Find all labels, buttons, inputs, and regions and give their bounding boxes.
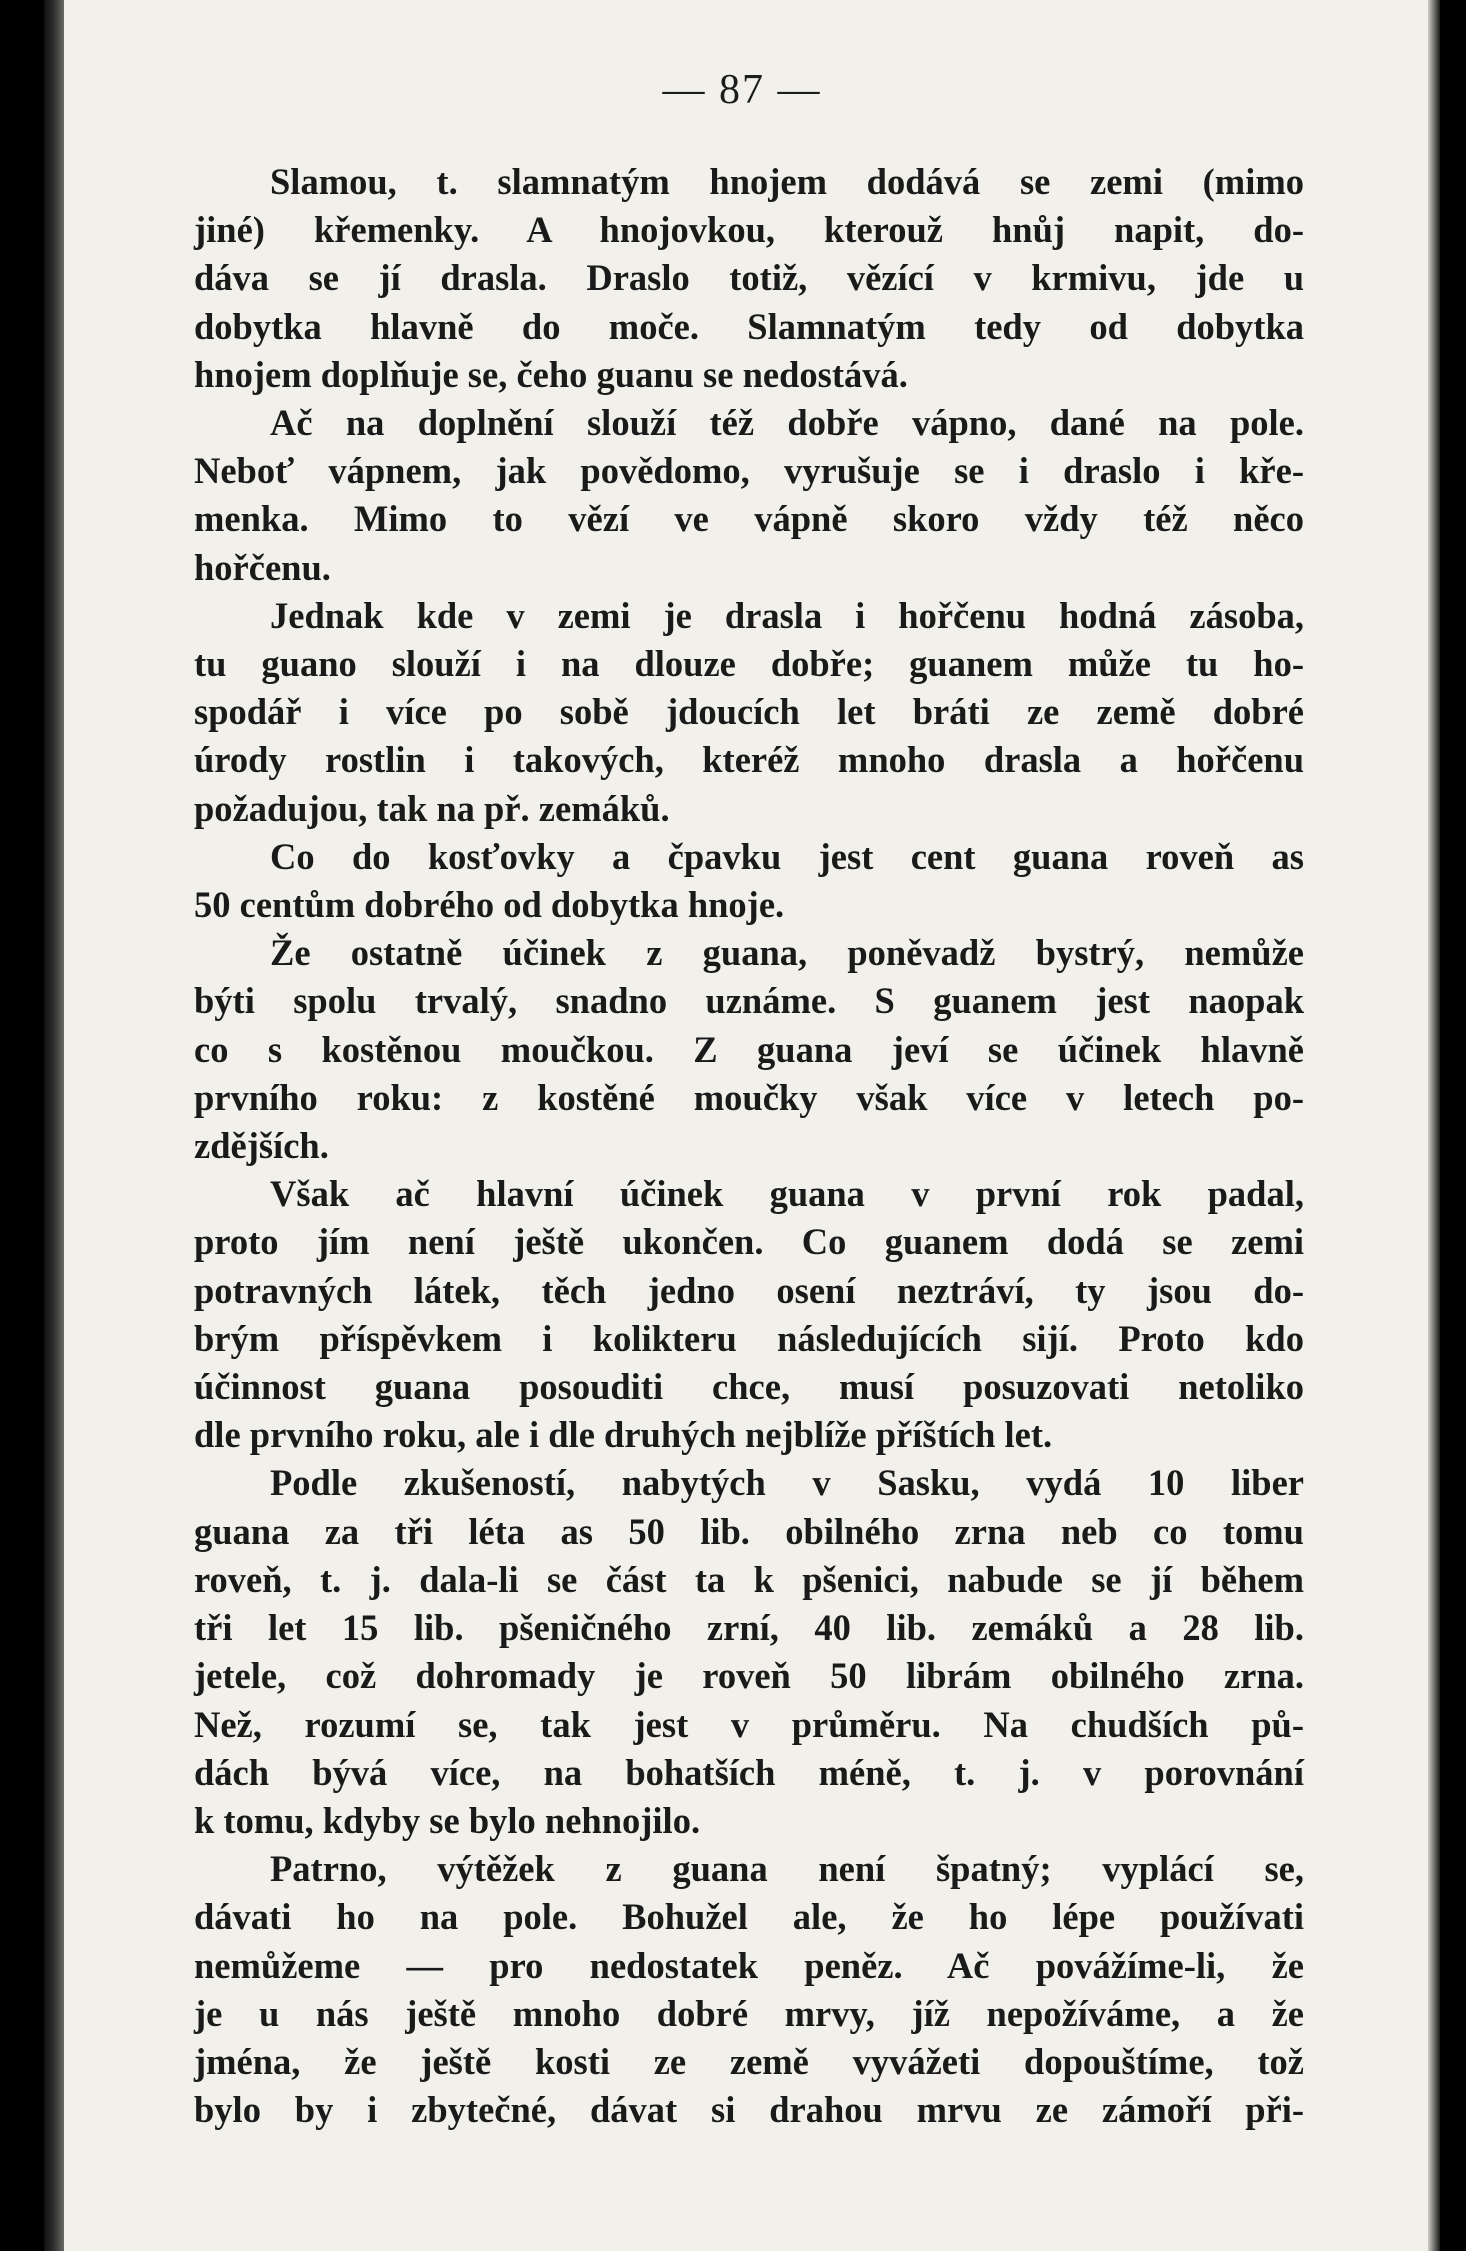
text-line: potravných látek, těch jedno osení neztráví, ty jsou do- xyxy=(194,1269,1304,1311)
text-line: tři let 15 lib. pšeničného zrní, 40 lib. zemáků a 28 lib. xyxy=(194,1607,1304,1649)
body-text xyxy=(194,158,1304,2134)
page-number: — 87 — xyxy=(662,67,822,113)
book-page xyxy=(44,0,1440,2251)
text-line: proto jím není ještě ukončen. Co guanem dodá se zemi xyxy=(194,1221,1304,1263)
text-line: brým příspěvkem i kolikteru následujících sijí. Proto kdo xyxy=(194,1317,1304,1359)
text-line: dobytka hlavně do moče. Slamnatým tedy od dobytka xyxy=(194,305,1304,347)
text-line: Patrno, výtěžek z guana není špatný; vyplácí se, xyxy=(270,1848,1304,1890)
text-line: tu guano slouží i na dlouze dobře; guanem může tu ho- xyxy=(194,643,1304,685)
paragraph xyxy=(194,1845,1304,2134)
text-line: Než, rozumí se, tak jest v průměru. Na chudších pů- xyxy=(194,1703,1304,1745)
text-line: Podle zkušeností, nabytých v Sasku, vydá 10 liber xyxy=(270,1462,1304,1504)
text-line: menka. Mimo to vězí ve vápně skoro vždy též něco xyxy=(194,498,1304,540)
text-line: jetele, což dohromady je roveň 50 librám obilného zrna. xyxy=(194,1655,1304,1697)
text-line: guana za tři léta as 50 lib. obilného zrna neb co tomu xyxy=(194,1510,1304,1552)
text-line: dle prvního roku, ale i dle druhých nejblíže příštích let. xyxy=(194,1414,1053,1456)
text-line: co s kostěnou moučkou. Z guana jeví se účinek hlavně xyxy=(194,1028,1304,1070)
text-line: je u nás ještě mnoho dobré mrvy, jíž nepožíváme, a že xyxy=(194,1992,1304,2034)
page-edge-shadow xyxy=(1428,0,1440,2251)
paragraph xyxy=(194,1459,1304,1845)
book-binding-edge xyxy=(44,0,64,2251)
text-line: hnojem doplňuje se, čeho guanu se nedostává. xyxy=(194,353,908,395)
text-line: dávati ho na pole. Bohužel ale, že ho lépe používati xyxy=(194,1896,1304,1938)
text-line: účinnost guana posouditi chce, musí posuzovati netoliko xyxy=(194,1366,1304,1408)
text-line: jména, že ještě kosti ze země vyvážeti dopouštíme, tož xyxy=(194,2040,1304,2082)
text-line: Že ostatně účinek z guana, poněvadž bystrý, nemůže xyxy=(270,932,1304,974)
text-line: Však ač hlavní účinek guana v první rok padal, xyxy=(270,1173,1304,1215)
text-line: Co do kosťovky a čpavku jest cent guana roveň as xyxy=(270,835,1304,877)
text-line: Jednak kde v zemi je drasla i hořčenu hodná zásoba, xyxy=(270,594,1304,636)
paragraph xyxy=(194,1170,1304,1459)
paragraph xyxy=(194,833,1304,929)
text-line: požadujou, tak na př. zemáků. xyxy=(194,787,670,829)
text-line: dách bývá více, na bohatších méně, t. j. v porovnání xyxy=(194,1751,1304,1793)
text-line: k tomu, kdyby se bylo nehnojilo. xyxy=(194,1799,701,1841)
text-line: prvního roku: z kostěné moučky však více v letech po- xyxy=(194,1076,1304,1118)
text-line: Slamou, t. slamnatým hnojem dodává se zemi (mimo xyxy=(270,161,1304,202)
text-line: roveň, t. j. dala-li se část ta k pšenici, nabude se jí během xyxy=(194,1558,1304,1600)
paragraph xyxy=(194,929,1304,1170)
text-line: nemůžeme — pro nedostatek peněz. Ač povážíme-li, že xyxy=(194,1944,1304,1986)
text-line: zdějších. xyxy=(194,1125,329,1167)
paragraph xyxy=(194,592,1304,833)
text-line: hořčenu. xyxy=(194,546,331,588)
text-line: bylo by i zbytečné, dávat si drahou mrvu ze zámoří při- xyxy=(194,2089,1304,2131)
text-line: úrody rostlin i takových, kteréž mnoho drasla a hořčenu xyxy=(194,739,1304,781)
text-line: býti spolu trvalý, snadno uznáme. S guanem jest naopak xyxy=(194,980,1304,1022)
text-line: spodář i více po sobě jdoucích let bráti ze země dobré xyxy=(194,691,1304,733)
text-line: jiné) křemenky. A hnojovkou, kterouž hnůj napit, do- xyxy=(194,209,1304,251)
text-line: Ač na doplnění slouží též dobře vápno, dané na pole. xyxy=(270,402,1304,444)
paragraph xyxy=(194,158,1304,399)
text-line: dáva se jí drasla. Draslo totiž, vězící v krmivu, jde u xyxy=(194,257,1304,299)
text-line: Neboť vápnem, jak povědomo, vyrušuje se i draslo i kře- xyxy=(194,450,1304,492)
text-line: 50 centům dobrého od dobytka hnoje. xyxy=(194,884,785,926)
paragraph xyxy=(194,399,1304,592)
